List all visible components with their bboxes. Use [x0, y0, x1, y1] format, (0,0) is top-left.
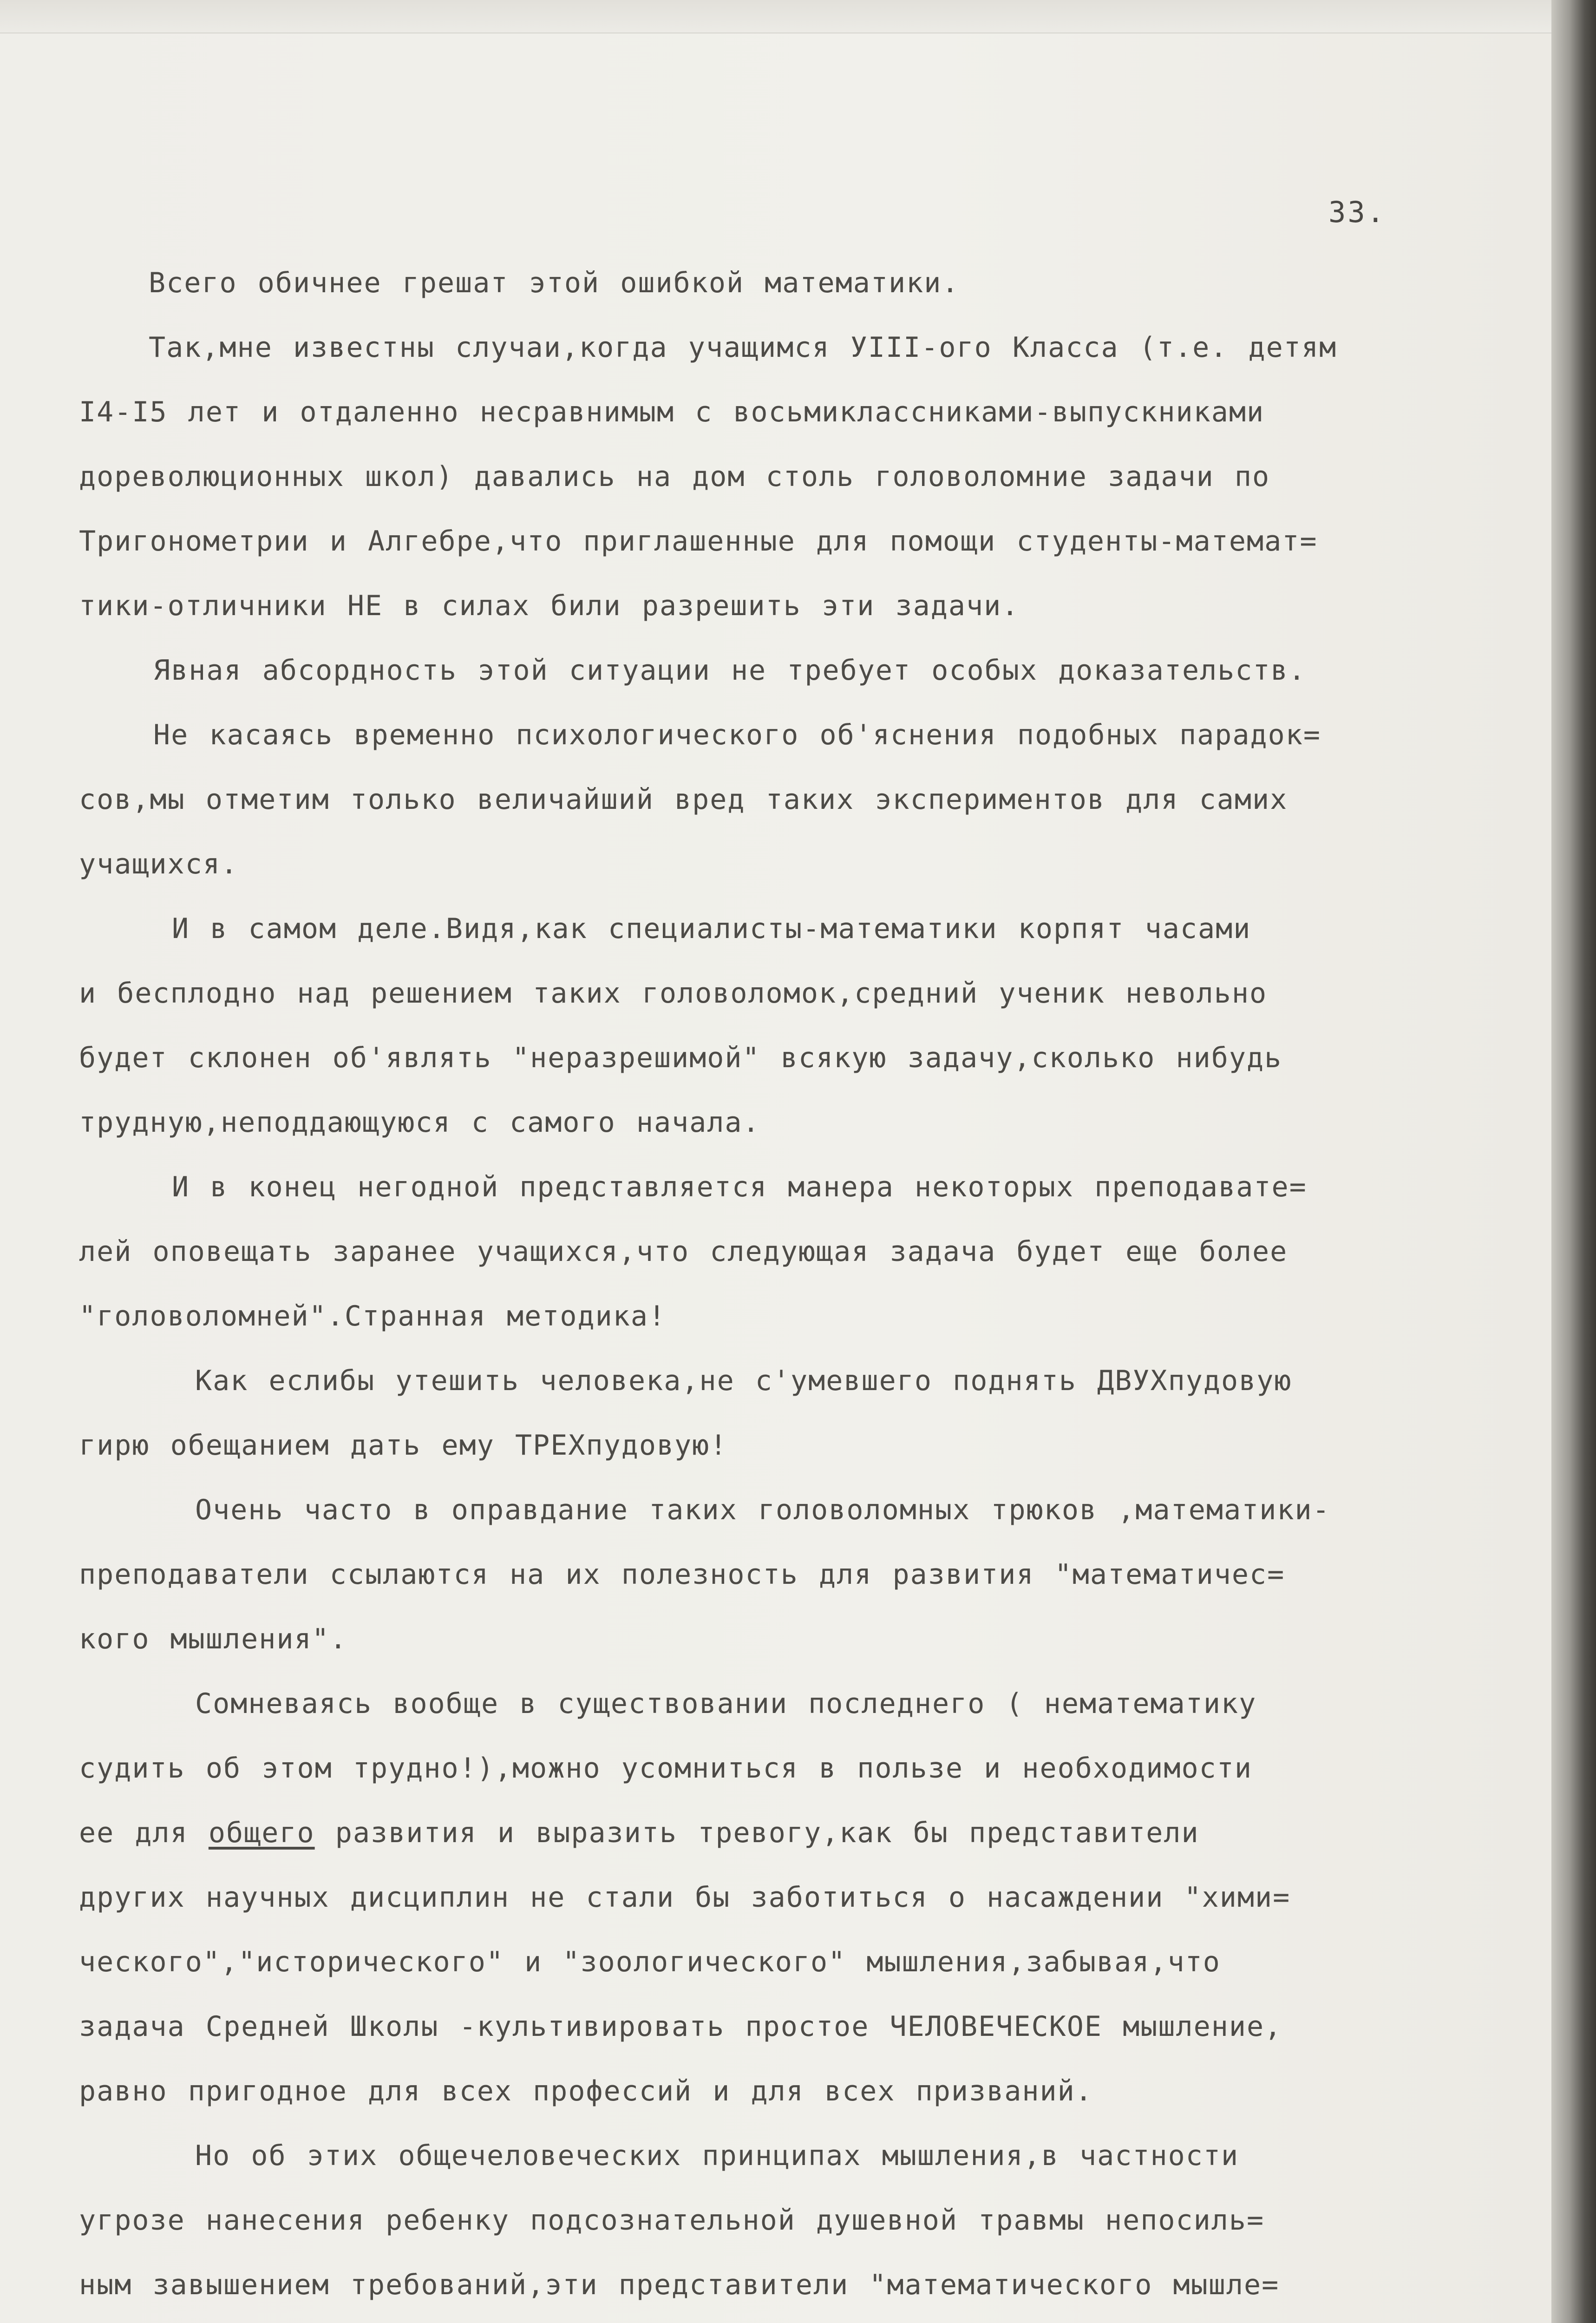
text-line: Сомневаясь вообще в существовании последнего ( нематематику	[195, 1687, 1257, 1720]
body-text	[79, 251, 1514, 2317]
text-segment: ее для	[79, 1817, 209, 1849]
text-line: других научных дисциплин не стали бы заботиться о насаждении "хими=	[79, 1881, 1291, 1914]
text-line: "головоломней".Странная методика!	[79, 1300, 667, 1332]
text-line: задача Средней Школы -культивировать простое ЧЕЛОВЕЧЕСКОЕ мышление,	[79, 2010, 1282, 2043]
text-line: трудную,неподдающуюся с самого начала.	[79, 1106, 760, 1139]
text-line: будет склонен об'являть "неразрешимой" всякую задачу,сколько нибудь	[79, 1042, 1282, 1074]
text-line: Тригонометрии и Алгебре,что приглашенные для помощи студенты-математ=	[79, 525, 1318, 558]
text-line: ным завышением требований,эти представители "математического мышле=	[79, 2269, 1280, 2301]
text-line: ческого","исторического" и "зоологического" мышления,забывая,что	[79, 1946, 1221, 1978]
text-line: I4-I5 лет и отдаленно несравнимым с восьмиклассниками-выпускниками	[79, 396, 1265, 428]
text-line: гирю обещанием дать ему ТРЕХпудовую!	[79, 1429, 728, 1462]
text-line: преподаватели ссылаются на их полезность для развития "математичес=	[79, 1558, 1285, 1591]
text-line: кого мышления".	[79, 1623, 347, 1655]
text-line: равно пригодное для всех профессий и для всех призваний.	[79, 2075, 1093, 2107]
text-line: и бесплодно над решением таких головоломок,средний ученик невольно	[79, 977, 1268, 1010]
text-line	[79, 1801, 1514, 1865]
page-number: 33.	[1328, 195, 1386, 229]
text-line: лей оповещать заранее учащихся,что следующая задача будет еще более	[79, 1235, 1288, 1268]
text-line: угрозе нанесения ребенку подсознательной душевной травмы непосиль=	[79, 2204, 1265, 2237]
text-segment: развития и выразить тревогу,как бы представители	[314, 1817, 1199, 1849]
text-line: И в самом деле.Видя,как специалисты-математики корпят часами	[172, 912, 1251, 945]
text-line: Но об этих общечеловеческих принципах мышления,в частности	[195, 2139, 1239, 2172]
text-line: судить об этом трудно!),можно усомниться в пользе и необходимости	[79, 1752, 1252, 1785]
text-line: Как еслибы утешить человека,не с'умевшего поднять ДВУХпудовую	[195, 1365, 1292, 1397]
text-line: учащихся.	[79, 848, 239, 880]
text-line: Всего обичнее грешат этой ошибкой математики.	[149, 267, 960, 299]
underlined-word: общего	[208, 1817, 315, 1849]
text-line: Явная абсордность этой ситуации не требует особых доказательств.	[153, 654, 1306, 687]
text-line: И в конец негодной представляется манера некоторых преподавате=	[172, 1171, 1307, 1203]
text-line: Очень часто в оправдание таких головоломных трюков ,математики-	[195, 1494, 1330, 1526]
text-line: Не касаясь временно психологического об'яснения подобных парадок=	[153, 719, 1321, 751]
text-line: дореволюционных школ) давались на дом столь головоломние задачи по	[79, 460, 1270, 493]
page-top-edge	[0, 0, 1551, 33]
text-line: тики-отличники НЕ в силах били разрешить эти задачи.	[79, 590, 1020, 622]
text-line: Так,мне известны случаи,когда учащимся УIII-ого Класса (т.е. детям	[149, 331, 1337, 364]
text-line: сов,мы отметим только величайший вред таких экспериментов для самих	[79, 783, 1288, 816]
binding-edge	[1551, 0, 1596, 2323]
